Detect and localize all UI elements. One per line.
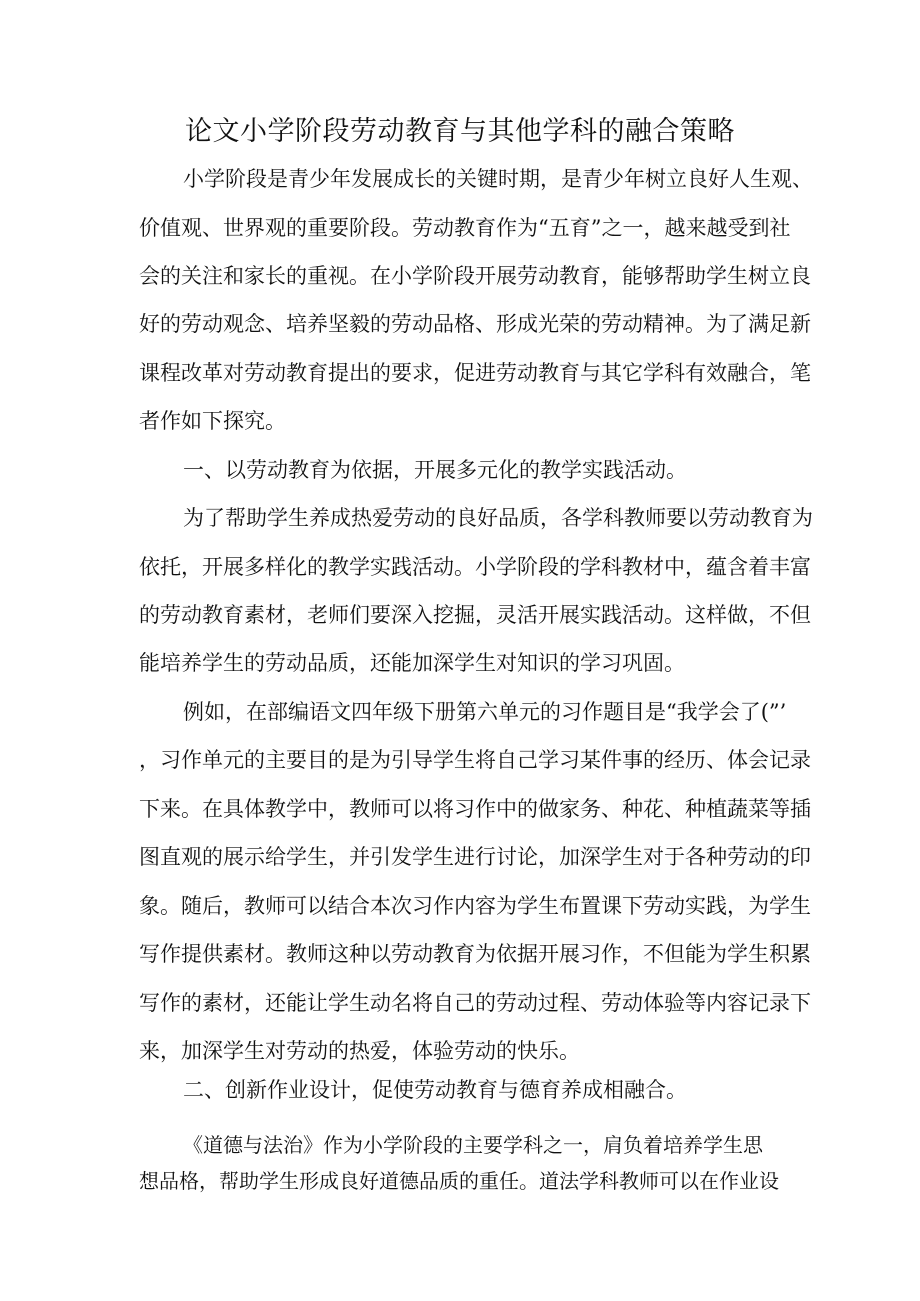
text-line: 为了帮助学生养成热爱劳动的良好品质，各学科教师要以劳动教育为: [183, 506, 813, 530]
text-line: 好的劳动观念、培养坚毅的劳动品格、形成光荣的劳动精神。为了满足新: [139, 312, 811, 336]
text-line: 写作的素材，还能让学生动名将自己的劳动过程、劳动体验等内容记录下: [139, 991, 811, 1015]
text-line: 能培养学生的劳动品质，还能加深学生对知识的学习巩固。: [139, 651, 685, 675]
text-line: 的劳动教育素材，老师们要深入挖掘，灵活开展实践活动。这样做，不但: [139, 603, 811, 627]
text-line: 课程改革对劳动教育提出的要求，促进劳动教育与其它学科有效融合，笔: [139, 361, 811, 385]
text-line: 小学阶段是青少年发展成长的关键时期，是青少年树立良好人生观、: [183, 167, 813, 191]
section-heading: 一、以劳动教育为依据，开展多元化的教学实践活动。: [183, 458, 687, 482]
text-line: 来，加深学生对劳动的热爱，体验劳动的快乐。: [139, 1039, 580, 1063]
text-line: 下来。在具体教学中，教师可以将习作中的做家务、种花、种植蔬菜等插: [139, 797, 811, 821]
document-title: 论文小学阶段劳动教育与其他学科的融合策略: [185, 116, 735, 147]
text-line: 依托，开展多样化的教学实践活动。小学阶段的学科教材中，蕴含着丰富: [139, 555, 811, 579]
text-line: ，习作单元的主要目的是为引导学生将自己学习某件事的经历、体会记录: [139, 748, 811, 772]
text-line: 写作提供素材。教师这种以劳动教育为依据开展习作，不但能为学生积累: [139, 942, 811, 966]
text-line: 图直观的展示给学生，并引发学生进行讨论，加深学生对于各种劳动的印: [139, 845, 811, 869]
text-line: 例如，在部编语文四年级下册第六单元的习作题目是“我学会了(”’: [183, 700, 787, 724]
text-line: 会的关注和家长的重视。在小学阶段开展劳动教育，能够帮助学生树立良: [139, 264, 811, 288]
text-line: 象。随后，教师可以结合本次习作内容为学生布置课下劳动实践，为学生: [139, 894, 811, 918]
text-line: 想品格，帮助学生形成良好道德品质的重任。道法学科教师可以在作业设: [139, 1169, 779, 1193]
text-line: 《道德与法治》作为小学阶段的主要学科之一，肩负着培养学生思: [183, 1133, 763, 1157]
text-line: 者作如下探究。: [139, 409, 286, 433]
text-line: 价值观、世界观的重要阶段。劳动教育作为“五育”之一，越来越受到社: [139, 216, 791, 240]
section-heading: 二、创新作业设计，促使劳动教育与德育养成相融合。: [183, 1078, 687, 1102]
